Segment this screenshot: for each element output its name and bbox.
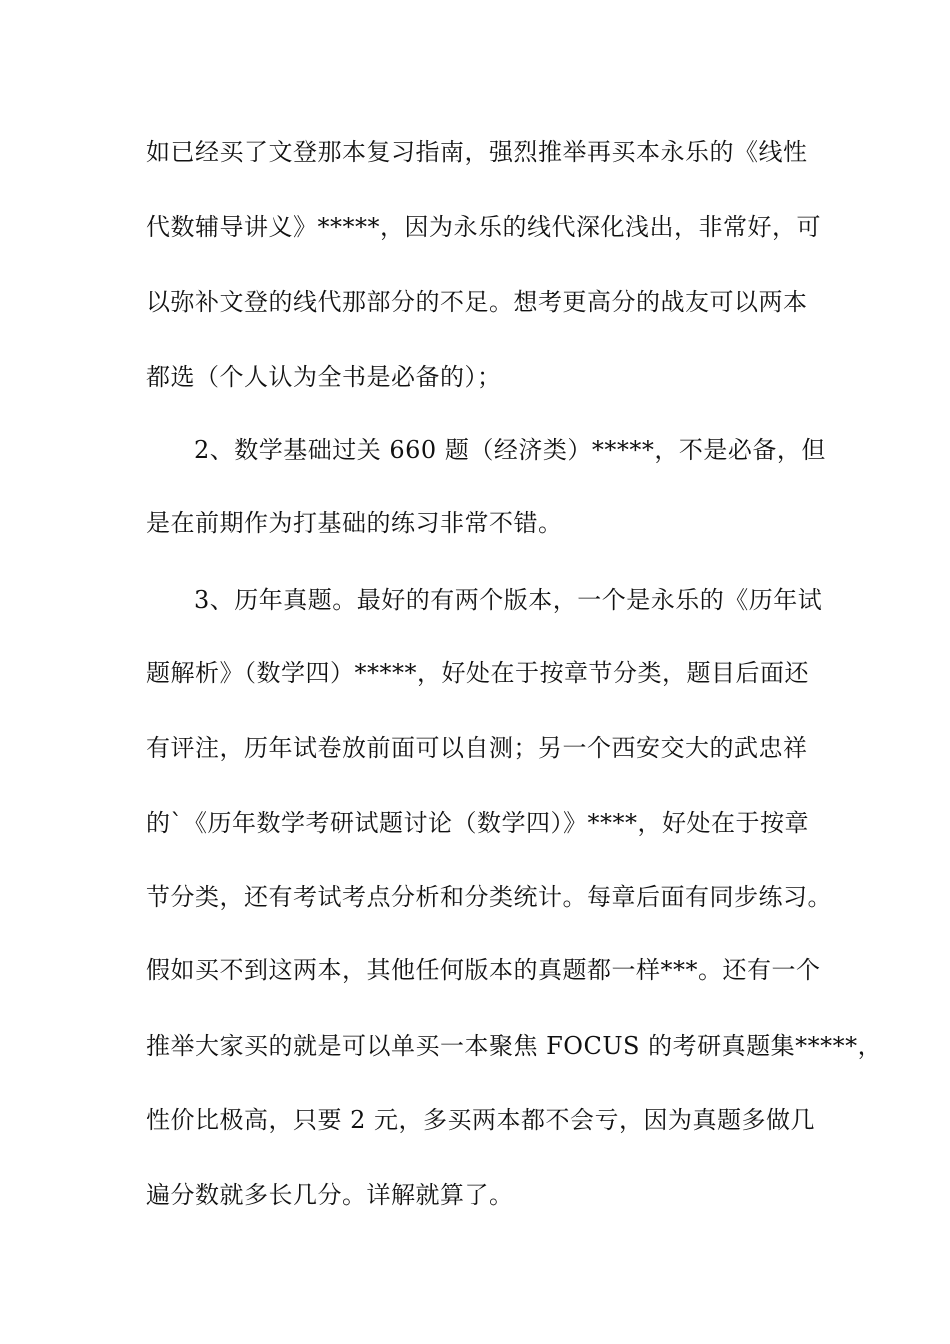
text-line-8: 题解析》（数学四）*****，好处在于按章节分类，题目后面还 — [146, 659, 809, 687]
text-line-6: 是在前期作为打基础的练习非常不错。 — [146, 509, 563, 537]
text-line-2: 代数辅导讲义》*****，因为永乐的线代深化浅出，非常好，可 — [146, 213, 821, 241]
text-line-15: 遍分数就多长几分。详解就算了。 — [146, 1181, 514, 1209]
text-line-4: 都选（个人认为全书是必备的）； — [146, 363, 502, 391]
text-line-3: 以弥补文登的线代那部分的不足。想考更高分的战友可以两本 — [146, 288, 808, 316]
text-line-12: 假如买不到这两本，其他任何版本的真题都一样***。还有一个 — [146, 956, 821, 984]
text-line-10: 的`《历年数学考研试题讨论（数学四）》****，好处在于按章 — [146, 809, 809, 837]
text-line-5: 2、数学基础过关 660 题（经济类）*****，不是必备，但 — [194, 436, 826, 464]
text-line-7: 3、历年真题。最好的有两个版本，一个是永乐的《历年试 — [194, 586, 823, 614]
text-line-11: 节分类，还有考试考点分析和分类统计。每章后面有同步练习。 — [146, 883, 832, 911]
text-line-14: 性价比极高，只要 2 元，多买两本都不会亏，因为真题多做几 — [146, 1106, 816, 1134]
text-line-1: 如已经买了文登那本复习指南，强烈推举再买本永乐的《线性 — [146, 138, 808, 166]
text-line-9: 有评注，历年试卷放前面可以自测；另一个西安交大的武忠祥 — [146, 734, 808, 762]
text-line-13: 推举大家买的就是可以单买一本聚焦 FOCUS 的考研真题集*****， — [146, 1032, 883, 1060]
